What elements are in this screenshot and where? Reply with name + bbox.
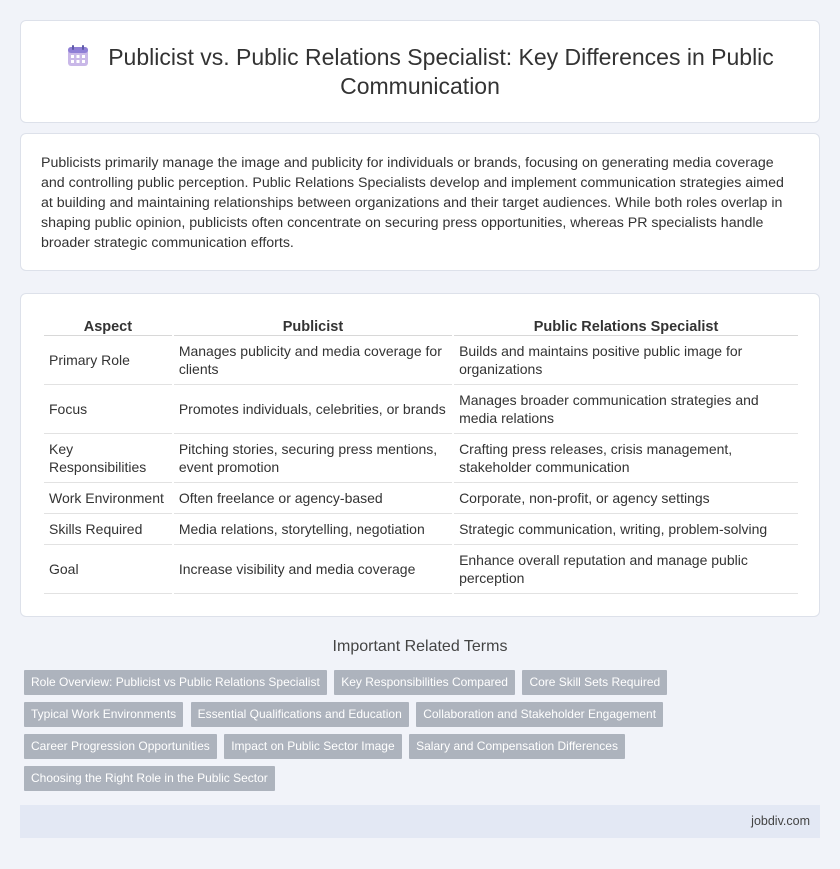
related-term-tag[interactable]: Collaboration and Stakeholder Engagement bbox=[416, 702, 663, 727]
row-aspect: Focus bbox=[44, 385, 172, 434]
footer-site-link[interactable]: jobdiv.com bbox=[751, 814, 810, 828]
related-term-tag[interactable]: Impact on Public Sector Image bbox=[224, 734, 401, 759]
column-header-pr-specialist: Public Relations Specialist bbox=[454, 314, 798, 336]
row-aspect: Primary Role bbox=[44, 336, 172, 385]
table-header-row bbox=[44, 314, 798, 336]
row-pr-specialist: Strategic communication, writing, problem-solving bbox=[454, 514, 798, 545]
column-header-publicist: Publicist bbox=[174, 314, 452, 336]
row-pr-specialist: Corporate, non-profit, or agency settings bbox=[454, 483, 798, 514]
title-card bbox=[20, 20, 820, 123]
calendar-icon bbox=[66, 44, 90, 68]
related-term-tag[interactable]: Key Responsibilities Compared bbox=[334, 670, 515, 695]
row-aspect: Skills Required bbox=[44, 514, 172, 545]
row-publicist: Increase visibility and media coverage bbox=[174, 545, 452, 594]
row-aspect: Key Responsibilities bbox=[44, 434, 172, 483]
intro-card bbox=[20, 133, 820, 271]
related-terms-heading: Important Related Terms bbox=[332, 638, 508, 655]
row-aspect: Goal bbox=[44, 545, 172, 594]
row-pr-specialist: Builds and maintains positive public image for organizations bbox=[454, 336, 798, 385]
related-term-tag[interactable]: Salary and Compensation Differences bbox=[409, 734, 625, 759]
related-term-tag[interactable]: Career Progression Opportunities bbox=[24, 734, 217, 759]
footer bbox=[20, 805, 820, 838]
table-row bbox=[44, 545, 798, 594]
tag-row bbox=[24, 670, 724, 702]
page-title-wrap bbox=[51, 43, 789, 101]
table-row bbox=[44, 385, 798, 434]
related-term-tag[interactable]: Essential Qualifications and Education bbox=[191, 702, 409, 727]
tag-row bbox=[24, 734, 724, 766]
tag-row bbox=[24, 766, 724, 798]
row-publicist: Manages publicity and media coverage for clients bbox=[174, 336, 452, 385]
comparison-table bbox=[42, 314, 800, 594]
intro-paragraph: Publicists primarily manage the image and publicity for individuals or brands, focusing on generating media coverage and controlling public perception. Public Relations Specialists develop and implement communication strategies aimed at building and maintaining relationships between organizations and their target audiences. While both roles overlap in shaping public opinion, publicists often concentrate on securing press opportunities, whereas PR specialists handle broader strategic communication efforts. bbox=[41, 155, 784, 251]
row-pr-specialist: Manages broader communication strategies and media relations bbox=[454, 385, 798, 434]
related-term-tag[interactable]: Choosing the Right Role in the Public Sector bbox=[24, 766, 275, 791]
row-pr-specialist: Crafting press releases, crisis management, stakeholder communication bbox=[454, 434, 798, 483]
tag-row bbox=[24, 702, 724, 734]
related-term-tag[interactable]: Role Overview: Publicist vs Public Relations Specialist bbox=[24, 670, 327, 695]
related-terms-list bbox=[24, 670, 724, 798]
related-term-tag[interactable]: Core Skill Sets Required bbox=[522, 670, 667, 695]
table-row bbox=[44, 514, 798, 545]
table-row bbox=[44, 483, 798, 514]
row-pr-specialist: Enhance overall reputation and manage public perception bbox=[454, 545, 798, 594]
comparison-card bbox=[20, 293, 820, 617]
row-publicist: Often freelance or agency-based bbox=[174, 483, 452, 514]
table-row bbox=[44, 336, 798, 385]
page-title: Publicist vs. Public Relations Specialist: Key Differences in Public Communication bbox=[108, 44, 774, 99]
row-publicist: Promotes individuals, celebrities, or brands bbox=[174, 385, 452, 434]
related-term-tag[interactable]: Typical Work Environments bbox=[24, 702, 183, 727]
row-publicist: Pitching stories, securing press mentions, event promotion bbox=[174, 434, 452, 483]
column-header-aspect: Aspect bbox=[44, 314, 172, 336]
row-publicist: Media relations, storytelling, negotiation bbox=[174, 514, 452, 545]
row-aspect: Work Environment bbox=[44, 483, 172, 514]
table-row bbox=[44, 434, 798, 483]
